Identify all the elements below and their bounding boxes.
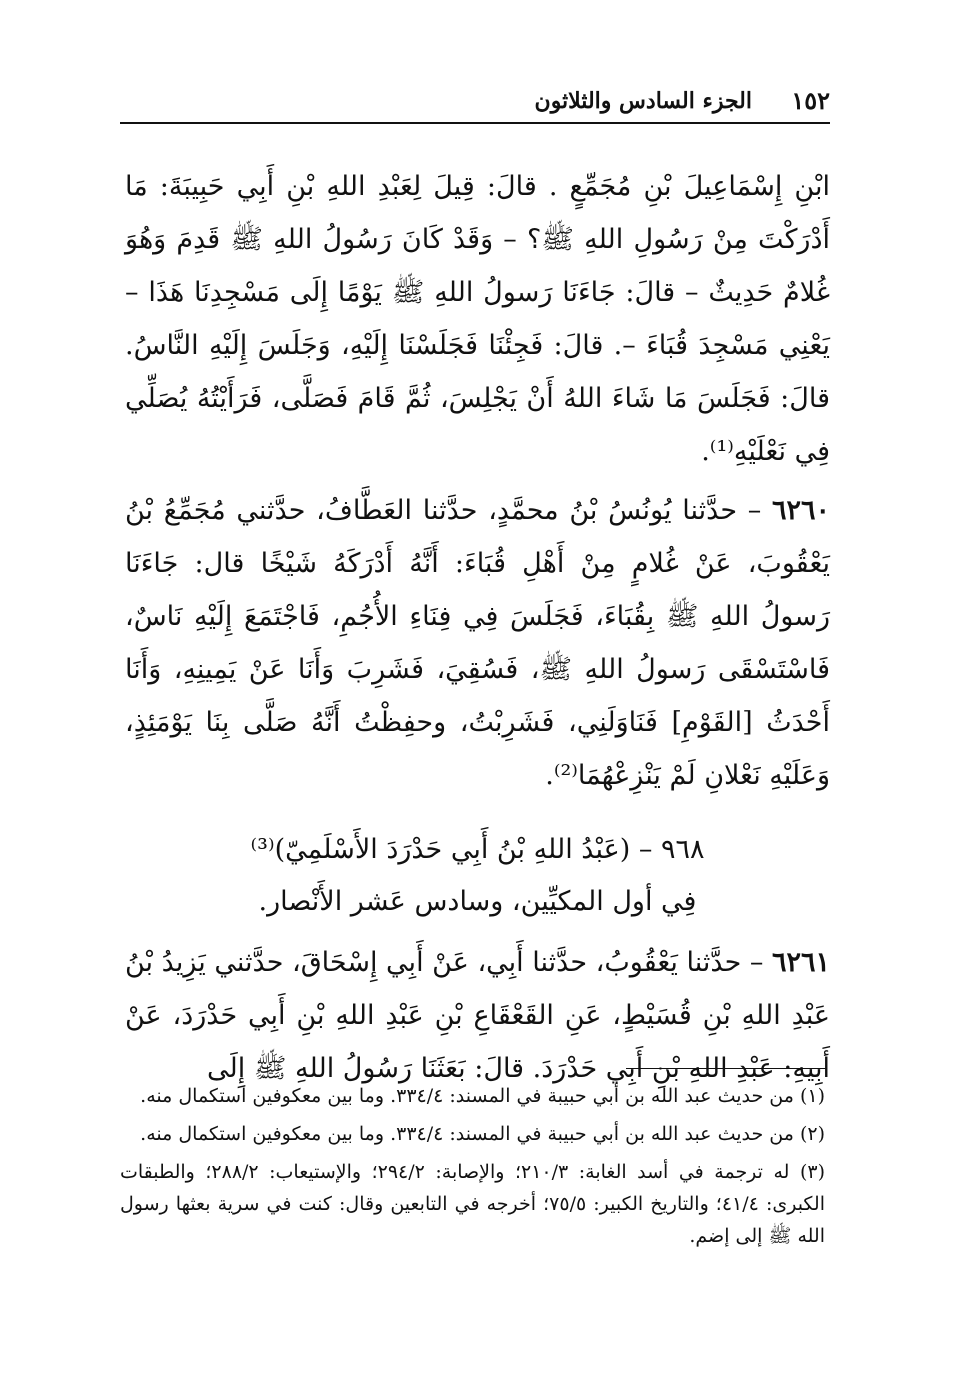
- footnotes: [120, 1080, 825, 1258]
- running-title: الجزء السادس والثلاثون: [534, 88, 752, 114]
- hadith-6261: [125, 936, 830, 1095]
- hadith-number: ٦٢٦٠: [771, 495, 830, 526]
- page-header: [120, 82, 830, 124]
- hadith-text: – حدَّثنا يَعْقُوبُ، حدَّثنا أَبِي، عَنْ أَبِي إِسْحَاقَ، حدَّثني يَزِيدُ بْنُ عَبْدِ اللهِ بْنِ قُسَيْطٍ، عَنِ القَعْقَاعِ بْنِ عَبْدِ اللهِ بْنِ أَبِي حَدْرَدَ، عَنْ أَبِيهِ: عَبْدِ اللهِ بْنِ أَبِي حَدْرَدَ. قالَ: بَعَثَنَا رَسُولُ اللهِ ﷺ إِلَى: [125, 947, 830, 1084]
- hadith-6260: [125, 484, 830, 802]
- chapter-title: ٩٦٨ – (عَبْدُ اللهِ بْنُ أَبِي حَدْرَدَ الأَسْلَمِيّ)⁽³⁾: [250, 834, 705, 865]
- page-number: ١٥٢: [791, 86, 830, 115]
- footnote-2: (٢) من حديث عبد الله بن أبي حبيبة في المسند: ٣٣٤/٤. وما بين معكوفين استكمال منه.: [140, 1123, 825, 1145]
- chapter-subtitle: فِي أول المكيِّين، وسادس عَشر الأَنْصار.: [258, 886, 697, 917]
- paragraph-continuation: ابْنِ إِسْمَاعِيلَ بْنِ مُجَمِّعٍ . قالَ: قِيلَ لِعَبْدِ اللهِ بْنِ أَبِي حَبِيبَةَ: مَا أَدْرَكْتَ مِنْ رَسُولِ اللهِ ﷺ؟ – وَقَدْ كَانَ رَسُولُ اللهِ ﷺ قَدِمَ وَهُوَ غُلامٌ حَدِيثٌ – قالَ: جَاءَنَا رَسولُ اللهِ ﷺ يَوْمًا إِلَى مَسْجِدِنَا هَذَا – يَعْنِي مَسْجِدَ قُبَاءَ –. قالَ: فَجِئْنَا فَجَلَسْنَا إِلَيْهِ، وَجَلَسَ إِلَيْهِ النَّاسُ. قالَ: فَجَلَسَ مَا شَاءَ اللهُ أَنْ يَجْلِسَ، ثُمَّ قَامَ فَصَلَّى، فَرَأَيْتُهُ يُصَلِّي فِي نَعْلَيْهِ⁽¹⁾.: [125, 171, 830, 467]
- footnote-3: (٣) له ترجمة في أسد الغابة: ٢١٠/٣؛ والإصابة: ٢٩٤/٢؛ والإستيعاب: ٢٨٨/٢؛ والطبقات الكبرى: ٤١/٤؛ والتاريخ الكبير: ٧٥/٥؛ أخرجه في التابعين وقال: كنت في سرية بعثها رسول الله ﷺ إلى إضم.: [120, 1161, 825, 1247]
- hadith-text: – حدَّثنا يُونُسُ بْنُ محمَّدٍ، حدَّثنا العَطَّافُ، حدَّثني مُجَمِّعُ بْنُ يَعْقُوبَ، عَنْ غُلامٍ مِنْ أَهْلِ قُبَاءَ: أَنَّهُ أَدْرَكَهُ شَيْخًا قال: جَاءَنَا رَسولُ اللهِ ﷺ بِقُبَاءَ، فَجَلَسَ فِي فِنَاءِ الأُجُمِ، فَاجْتَمَعَ إِلَيْهِ نَاسٌ، فَاسْتَسْقَى رَسولُ اللهِ ﷺ، فَسُقِيَ، فَشَرِبَ وَأَنَا عَنْ يَمِينِهِ، وَأَنَا أَحْدَثُ [القَوْمِ] فَنَاوَلَنِي، فَشَرِبْتُ، وحفِظْتُ أَنَّهُ صَلَّى بِنَا يَوْمَئِذٍ، وَعَلَيْهِ نَعْلانِ لَمْ يَنْزِعْهُمَا⁽²⁾.: [125, 495, 830, 791]
- hadith-number: ٦٢٦١: [771, 947, 830, 978]
- footnote-divider: [626, 1068, 826, 1069]
- chapter-heading: [125, 824, 830, 928]
- main-text: [125, 160, 830, 1095]
- footnote-1: (١) من حديث عبد الله بن أبي حبيبة في المسند: ٣٣٤/٤. وما بين معكوفين استكمال منه.: [140, 1085, 825, 1107]
